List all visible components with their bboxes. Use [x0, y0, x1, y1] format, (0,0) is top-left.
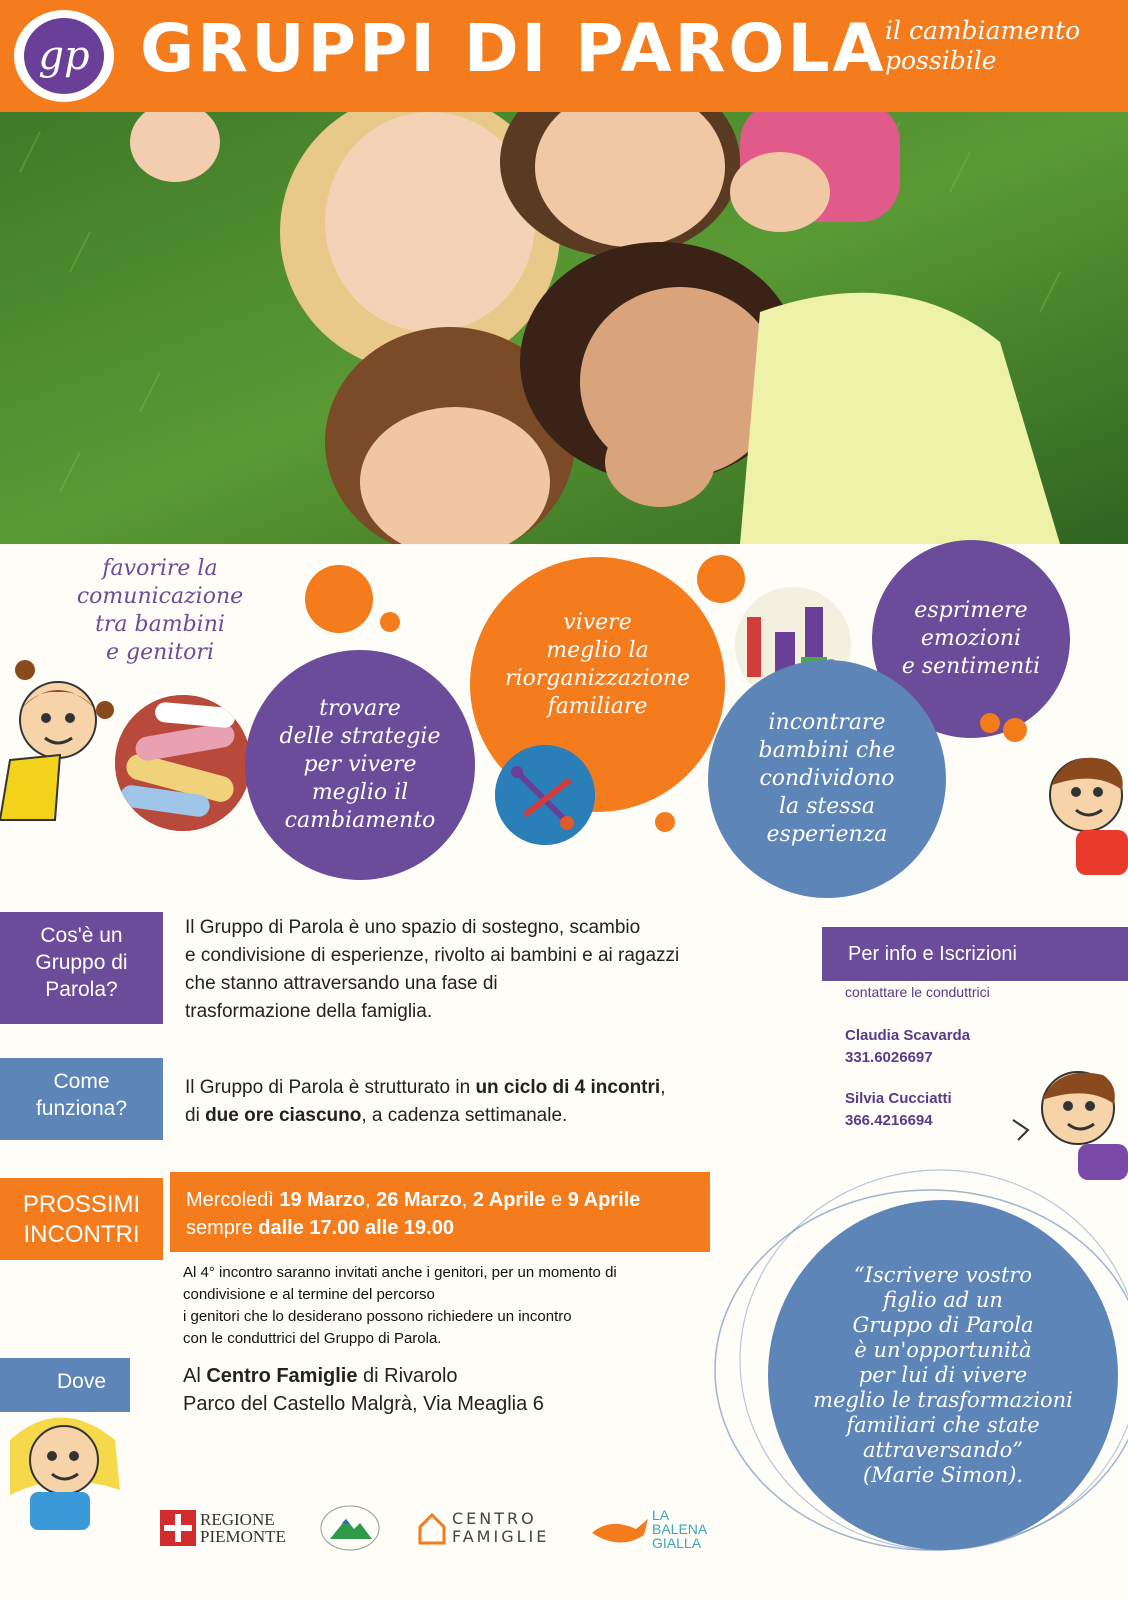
- text-line: [183, 1362, 743, 1390]
- goal-line: emozioni: [920, 626, 1022, 651]
- text-segment: di: [185, 1105, 206, 1126]
- goal-line: tra bambini: [95, 612, 225, 637]
- label-line: Come: [53, 1070, 110, 1093]
- cartoon-girl-icon: [0, 650, 120, 850]
- goal-line: esprimere: [914, 598, 1028, 623]
- text-line: Il Gruppo di Parola è uno spazio di sostegno, scambio: [185, 917, 641, 938]
- quote-line: attraversando”: [863, 1437, 1023, 1462]
- goal-line: bambini che: [758, 738, 896, 763]
- contact-name: Silvia Cucciatti: [845, 1090, 952, 1107]
- quote-line: familiari che state: [846, 1412, 1040, 1437]
- text-line: e condivisione di esperienze, rivolto ai bambini e ai ragazzi: [185, 945, 680, 966]
- what-label: [0, 912, 163, 1024]
- text-line: [185, 1074, 765, 1102]
- whale-icon: [590, 1511, 650, 1547]
- logo-text: REGIONE: [200, 1510, 275, 1529]
- tagline-line: il cambiamento: [885, 16, 1081, 45]
- time: dalle 17.00 alle 19.00: [258, 1217, 454, 1239]
- goal-line: comunicazione: [76, 584, 244, 609]
- label-line: Dove: [56, 1370, 106, 1393]
- text-line: Parco del Castello Malgrà, Via Meaglia 6: [183, 1393, 544, 1415]
- label-line: funziona?: [35, 1097, 128, 1120]
- decor-dot: [655, 812, 675, 832]
- decor-dot: [1003, 718, 1027, 742]
- quote-line: Gruppo di Parola: [852, 1312, 1034, 1337]
- text-line: trasformazione della famiglia.: [185, 1001, 433, 1022]
- contact-phone: 366.4216694: [845, 1112, 933, 1129]
- goal-line: la stessa: [778, 794, 875, 819]
- next-label: [0, 1178, 163, 1260]
- goal-line: esperienza: [766, 822, 888, 847]
- la-balena-gialla-logo: [590, 1508, 707, 1550]
- decor-dot: [380, 612, 400, 632]
- gp-logo: [14, 10, 114, 102]
- contact-2: [845, 1088, 952, 1132]
- text-line: che stanno attraversando una fase di: [185, 973, 498, 994]
- children-photo: [0, 112, 1128, 544]
- goal-line: familiare: [547, 693, 648, 719]
- text-line: Al 4° incontro saranno invitati anche i genitori, per un momento di: [183, 1264, 617, 1281]
- goal-line: e genitori: [106, 640, 214, 665]
- quote-bubble: [768, 1200, 1118, 1550]
- text-segment-bold: un ciclo di 4 incontri: [475, 1077, 661, 1098]
- text-segment-bold: Centro Famiglie: [206, 1365, 358, 1387]
- goal-line: favorire la: [102, 556, 218, 581]
- info-header: [822, 927, 1128, 981]
- text-segment: , a cadenza settimanale.: [361, 1105, 568, 1126]
- label-line: Gruppo di: [35, 951, 128, 974]
- shield-icon: [160, 1510, 196, 1546]
- label-line: Cos'è un: [40, 924, 123, 947]
- text-segment: di Rivarolo: [357, 1365, 458, 1387]
- goal-meet: [708, 660, 946, 898]
- centro-famiglie-logo: [418, 1510, 549, 1546]
- goal-line: delle strategie: [279, 724, 441, 749]
- date: 26 Marzo: [376, 1189, 462, 1211]
- text-line: [185, 1102, 765, 1130]
- text-line: i genitori che lo desiderano possono richiedere un incontro: [183, 1308, 572, 1325]
- date: 9 Aprile: [567, 1189, 641, 1211]
- quote-line: (Marie Simon).: [862, 1462, 1024, 1487]
- where-text: [183, 1362, 743, 1418]
- logo-text: PIEMONTE: [200, 1527, 286, 1546]
- house-icon: [418, 1511, 446, 1545]
- text-segment: ,: [660, 1077, 666, 1098]
- text-segment: ,: [461, 1189, 473, 1211]
- next-dates-banner: [170, 1172, 710, 1252]
- text-segment-bold: due ore ciascuno: [205, 1105, 362, 1126]
- contact-1: [845, 1025, 970, 1069]
- logo-text: LA: [652, 1507, 670, 1523]
- goal-line: trovare: [319, 696, 401, 721]
- mountain-logo-icon: [320, 1505, 380, 1551]
- cartoon-boy-icon: [1026, 750, 1128, 880]
- goal-line: cambiamento: [284, 808, 436, 833]
- scissors-illustration: [495, 745, 595, 845]
- time-line: [186, 1214, 694, 1242]
- date: 19 Marzo: [279, 1189, 365, 1211]
- goal-line: vivere: [563, 609, 632, 635]
- text-segment: sempre: [186, 1217, 259, 1239]
- goal-line: incontrare: [768, 710, 886, 735]
- goal-line: meglio il: [311, 780, 409, 805]
- what-text: [185, 914, 765, 1026]
- how-label: [0, 1058, 163, 1140]
- logo-text: FAMIGLIE: [452, 1527, 550, 1546]
- chalk-illustration: [115, 695, 251, 831]
- logo-mark: gp: [24, 18, 104, 94]
- text-line: con le conduttrici del Gruppo di Parola.: [183, 1330, 442, 1347]
- text-segment: ,: [364, 1189, 377, 1211]
- text-segment: e: [545, 1189, 568, 1211]
- regione-piemonte-logo: [160, 1508, 286, 1548]
- tagline: [885, 16, 1120, 76]
- logo-text: GIALLA: [652, 1535, 702, 1551]
- goal-line: meglio la: [546, 637, 649, 663]
- contact-name: Claudia Scavarda: [845, 1027, 971, 1044]
- next-note: [183, 1262, 743, 1350]
- text-segment: Mercoledì: [186, 1189, 280, 1211]
- chalk-photo: [115, 695, 251, 831]
- page-title: GRUPPI DI PAROLA: [140, 10, 887, 87]
- goal-line: riorganizzazione: [504, 665, 691, 691]
- text-line: condivisione e al termine del percorso: [183, 1286, 435, 1303]
- label-line: INCONTRI: [23, 1221, 140, 1248]
- goal-strategies: [245, 650, 475, 880]
- text-segment: Il Gruppo di Parola è strutturato in: [185, 1077, 476, 1098]
- info-sub: contattare le conduttrici: [845, 984, 990, 1000]
- tagline-line: possibile: [885, 46, 997, 75]
- quote-line: è un'opportunità: [854, 1337, 1032, 1362]
- date: 2 Aprile: [472, 1189, 546, 1211]
- text-segment: Al: [183, 1365, 207, 1387]
- label-line: Parola?: [45, 978, 118, 1001]
- decor-dot: [980, 713, 1000, 733]
- decor-dot: [305, 565, 373, 633]
- logo-text: CENTRO: [452, 1509, 537, 1528]
- contact-phone: 331.6026697: [845, 1049, 933, 1066]
- logo-text: BALENA: [652, 1521, 708, 1537]
- how-text: [185, 1074, 765, 1130]
- dates-line: [186, 1186, 694, 1214]
- info-title: Per info e Iscrizioni: [848, 943, 1017, 965]
- quote-line: “Iscrivere vostro: [853, 1262, 1033, 1287]
- cartoon-blonde-girl-icon: [0, 1400, 130, 1530]
- goal-line: per vivere: [303, 752, 417, 777]
- children-photo-illustration: [0, 112, 1128, 544]
- label-line: PROSSIMI: [22, 1191, 141, 1218]
- scissors-photo: [495, 745, 595, 845]
- quote-line: figlio ad un: [883, 1287, 1003, 1312]
- goal-line: condividono: [759, 766, 895, 791]
- goal-line: e sentimenti: [901, 654, 1041, 679]
- quote-line: meglio le trasformazioni: [813, 1387, 1073, 1412]
- quote-line: per lui di vivere: [858, 1362, 1028, 1387]
